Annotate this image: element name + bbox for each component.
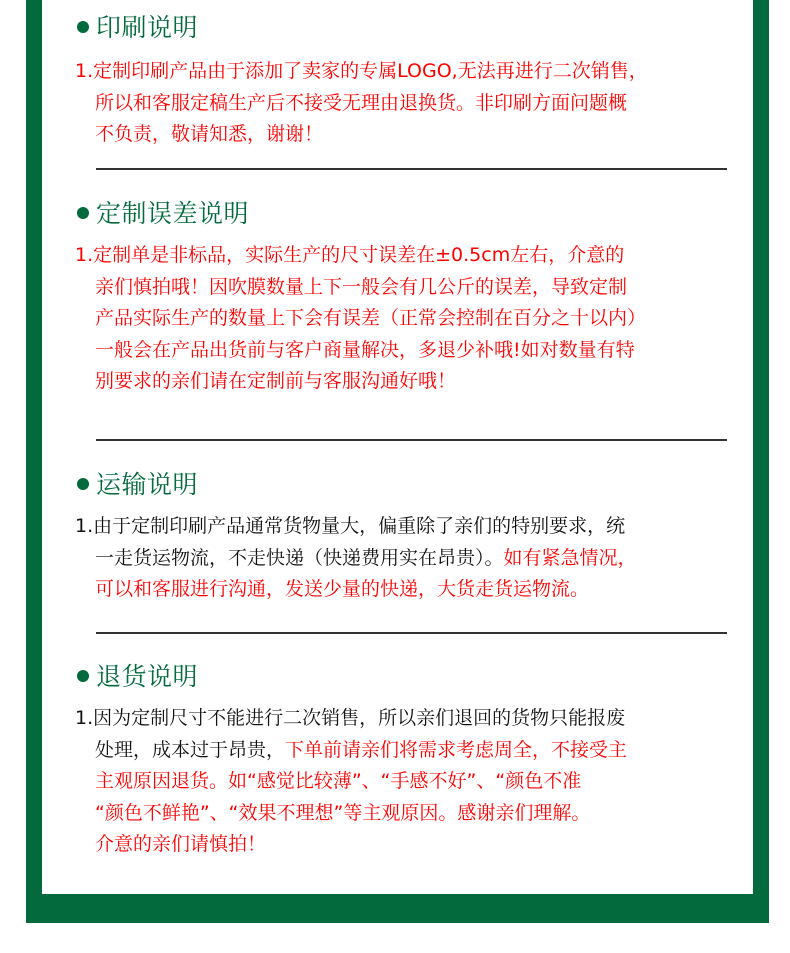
text-span: 亲们慎拍哦！因吹膜数量上下一般会有几公斤的误差，导致定制 (95, 275, 628, 298)
text-span: “颜色不鲜艳”、“效果不理想”等主观原因。感谢亲们理解。 (95, 801, 591, 824)
section-body (75, 511, 755, 606)
text-span: 一般会在产品出货前与客户商量解决，多退少补哦!如对数量有特 (95, 338, 635, 361)
text-line (75, 703, 755, 735)
text-span: 1.定制单是非标品，实际生产的尺寸误差在±0.5cm左右，介意的 (75, 244, 625, 266)
text-span: 介意的亲们请慎拍！ (95, 833, 267, 855)
section-title: 运输说明 (96, 470, 199, 499)
text-line (75, 366, 755, 398)
divider (96, 632, 727, 634)
text-span: 下单前请亲们将需求考虑周全，不接受主 (285, 738, 628, 761)
section-title: 印刷说明 (96, 13, 199, 42)
bullet-dot-icon (77, 21, 89, 33)
text-line (75, 829, 755, 861)
text-line (75, 574, 755, 606)
text-span: 不负责，敬请知悉，谢谢！ (95, 123, 324, 145)
text-line (75, 88, 755, 120)
text-span: 处理，成本过于昂贵， (95, 738, 286, 761)
section-body (75, 240, 755, 398)
bullet-dot-icon (77, 478, 89, 490)
bullet-dot-icon (77, 207, 89, 219)
text-span: 1.定制印刷产品由于添加了卖家的专属LOGO,无法再进行二次销售， (75, 60, 648, 82)
text-line (75, 766, 755, 798)
section-body (75, 703, 755, 861)
notice-panel (42, 0, 753, 894)
section-body (75, 56, 755, 151)
text-line (75, 543, 755, 575)
section-title: 退货说明 (96, 662, 199, 691)
section-heading (77, 657, 198, 693)
divider (96, 439, 727, 441)
section-heading (77, 465, 198, 501)
text-line (75, 335, 755, 367)
text-span: 一走货运物流，不走快递（快递费用实在昂贵）。 (95, 546, 504, 569)
section-heading (77, 8, 198, 44)
text-span: 所以和客服定稿生产后不接受无理由退换货。非印刷方面问题概 (95, 91, 628, 114)
text-line (75, 272, 755, 304)
text-span: 别要求的亲们请在定制前与客服沟通好哦！ (95, 370, 457, 392)
text-line (75, 798, 755, 830)
text-line (75, 735, 755, 767)
text-span: 产品实际生产的数量上下会有误差（正常会控制在百分之十以内） (95, 307, 647, 329)
text-span: 主观原因退货。如“感觉比较薄”、“手感不好”、“颜色不准 (95, 770, 582, 792)
divider (96, 168, 727, 170)
text-line (75, 511, 755, 543)
text-line (75, 303, 755, 335)
text-span: 如有紧急情况， (503, 546, 637, 569)
section-heading (77, 194, 249, 230)
text-line (75, 240, 755, 272)
bullet-dot-icon (77, 670, 89, 682)
text-span: 1.因为定制尺寸不能进行二次销售，所以亲们退回的货物只能报废 (75, 707, 626, 729)
text-line (75, 56, 755, 88)
text-line (75, 119, 755, 151)
section-title: 定制误差说明 (96, 199, 250, 228)
text-span: 可以和客服进行沟通，发送少量的快递，大货走货运物流。 (95, 578, 590, 600)
text-span: 1.由于定制印刷产品通常货物量大，偏重除了亲们的特别要求，统 (75, 515, 626, 537)
